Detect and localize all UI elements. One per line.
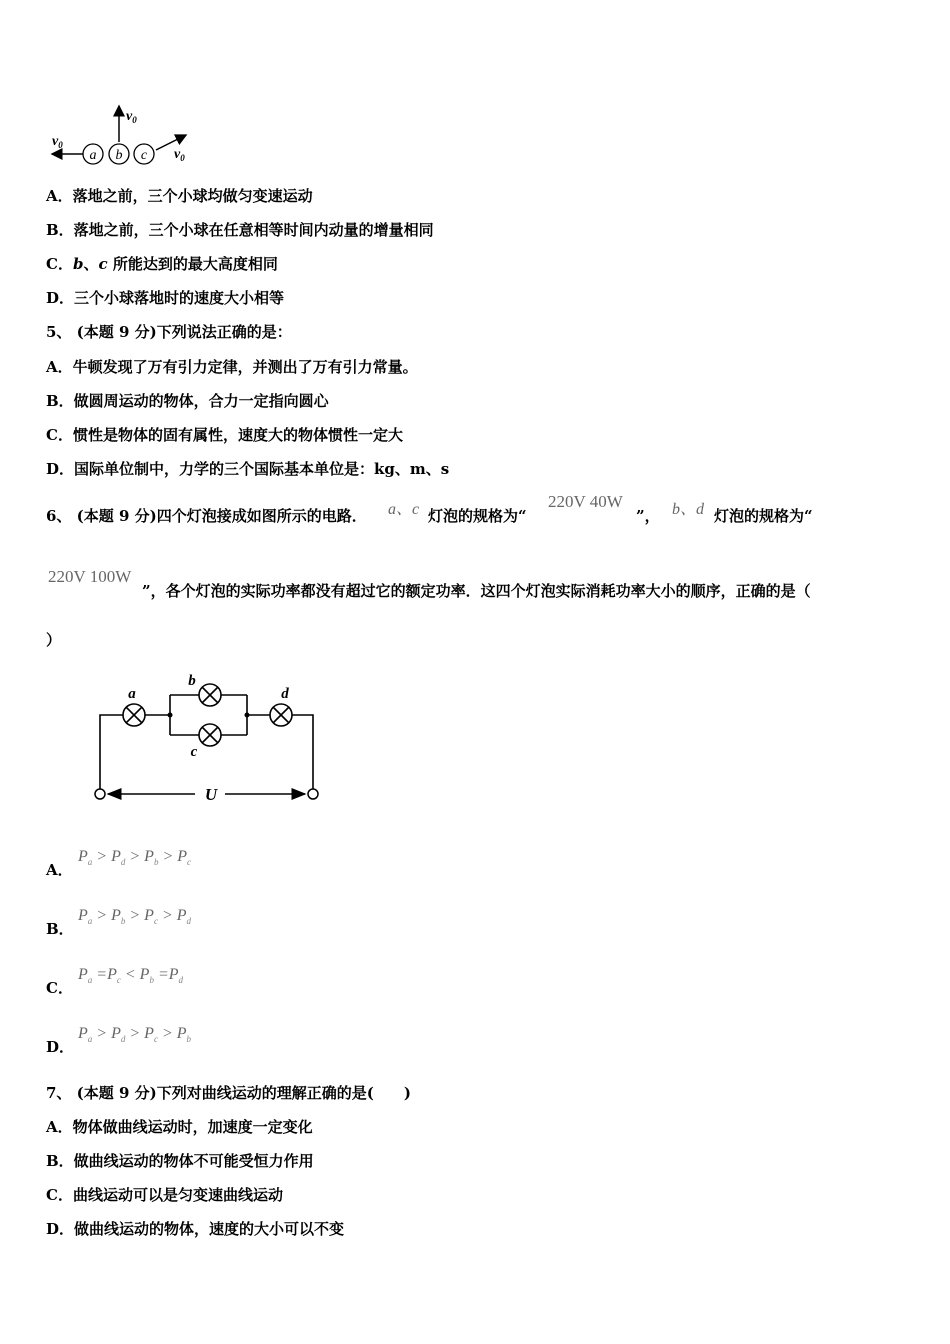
ball-a-label: a — [89, 148, 97, 163]
q6-stem-part6: ） — [46, 631, 62, 649]
q6-stem-part4: 灯泡的规格为“ — [714, 507, 813, 525]
q4-option-c — [46, 254, 278, 274]
lamp-a — [123, 704, 145, 726]
lamp-a-label: a — [128, 686, 136, 702]
q6-spec-100w: 220V 100W — [48, 567, 132, 586]
q4-option-b: B．落地之前，三个小球在任意相等时间内动量的增量相同 — [46, 221, 434, 239]
lamp-b — [199, 684, 221, 706]
q5-option-b: B．做圆周运动的物体，合力一定指向圆心 — [46, 392, 329, 410]
q5-option-c: C．惯性是物体的固有属性，速度大的物体惯性一定大 — [46, 426, 403, 444]
q5-option-a: A．牛顿发现了万有引力定律，并测出了万有引力常量。 — [46, 358, 418, 376]
q6-option-c-formula: $P_a =P_c < P_b =P_d$ — [78, 966, 184, 986]
q4-option-c-text: 所能达到的最大高度相同 — [107, 255, 278, 273]
lamp-d-label: d — [281, 686, 289, 702]
q6-option-d-label: D． — [46, 1038, 75, 1056]
q6-option-b-label: B． — [46, 920, 74, 938]
q6-option-d-formula: $P_a > P_d > P_c > P_b$ — [78, 1025, 192, 1045]
v0-up-label: $v_0$ — [126, 109, 137, 125]
terminal-right — [308, 789, 318, 799]
q7-stem: 7、 (本题 9 分)下列对曲线运动的理解正确的是( ) — [46, 1084, 411, 1102]
v0-left-label: $v_0$ — [52, 134, 63, 150]
q5-stem: 5、 (本题 9 分)下列说法正确的是： — [46, 323, 292, 341]
balls-velocity-figure — [46, 100, 206, 170]
q6-ac-vars: a、c — [388, 501, 420, 518]
voltage-label: U — [204, 785, 218, 804]
q7-option-d: D．做曲线运动的物体，速度的大小可以不变 — [46, 1220, 345, 1238]
q4-option-c-var-b: b — [72, 255, 84, 273]
q4-option-a: A．落地之前，三个小球均做匀变速运动 — [46, 187, 313, 205]
ball-c-label: c — [140, 148, 148, 163]
q7-option-b: B．做曲线运动的物体不可能受恒力作用 — [46, 1152, 314, 1170]
lamp-b-label: b — [188, 673, 196, 689]
q4-option-c-var-c: c — [98, 255, 108, 273]
circuit-diagram — [60, 665, 330, 815]
v0-right-arrow — [156, 135, 186, 150]
q4-option-d: D．三个小球落地时的速度大小相等 — [46, 289, 285, 307]
q6-stem-part2: 灯泡的规格为“ — [428, 507, 527, 525]
lamp-c — [199, 724, 221, 746]
q6-option-a-label: A． — [46, 861, 73, 879]
q6-stem-part3: ”， — [636, 507, 660, 525]
q6-option-b-formula: $P_a > P_b > P_c > P_d$ — [78, 907, 192, 927]
q4-option-c-sep: 、 — [83, 255, 99, 273]
q6-option-a-formula: $P_a > P_d > P_b > P_c$ — [78, 848, 192, 868]
q6-stem-part5: ”，各个灯泡的实际功率都没有超过它的额定功率．这四个灯泡实际消耗功率大小的顺序，正确的是（ — [142, 582, 811, 600]
q5-option-d: D．国际单位制中，力学的三个国际基本单位是：kg、m、s — [46, 460, 450, 478]
lamp-d — [270, 704, 292, 726]
ball-b-label: b — [115, 148, 123, 163]
q6-bd-vars: b、d — [672, 501, 705, 518]
v0-right-label: $v_0$ — [174, 147, 185, 163]
q6-option-c-label: C． — [46, 979, 73, 997]
q4-option-c-prefix: C． — [46, 255, 73, 273]
q7-option-c: C．曲线运动可以是匀变速曲线运动 — [46, 1186, 283, 1204]
terminal-left — [95, 789, 105, 799]
lamp-c-label: c — [190, 744, 198, 760]
q6-spec-40w: 220V 40W — [548, 492, 623, 511]
q7-option-a: A．物体做曲线运动时，加速度一定变化 — [46, 1118, 313, 1136]
q6-stem-part1: 6、 (本题 9 分)四个灯泡接成如图所示的电路． — [46, 507, 367, 525]
